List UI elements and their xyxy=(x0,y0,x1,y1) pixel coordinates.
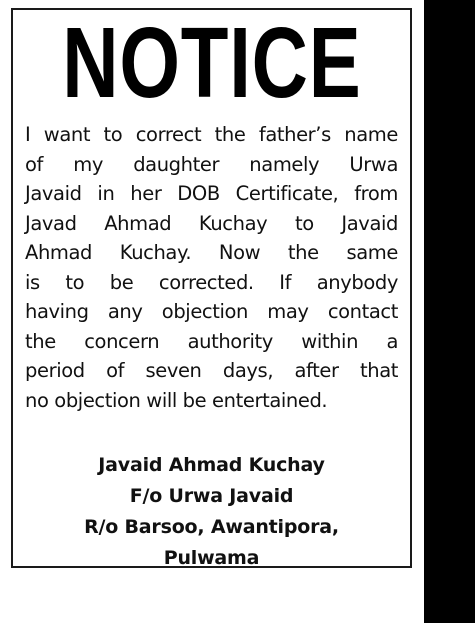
notice-body-line: is to be corrected. If anybody xyxy=(25,270,398,294)
signature-relation: F/o Urwa Javaid xyxy=(129,485,294,507)
notice-body-line: I want to correct the father’s name xyxy=(25,123,398,146)
notice-box xyxy=(11,8,412,568)
signature-residence: R/o Barsoo, Awantipora, xyxy=(84,516,339,538)
notice-body xyxy=(25,120,398,415)
notice-header xyxy=(13,7,410,119)
notice-body-line: Javaid in her DOB Certificate, from xyxy=(25,182,398,205)
signature-district: Pulwama xyxy=(163,547,260,569)
notice-title: NOTICE xyxy=(61,7,362,119)
scan-edge-band xyxy=(424,0,475,623)
notice-body-line: Ahmad Kuchay. Now the same xyxy=(25,241,398,264)
notice-body-line: having any objection may contact xyxy=(25,300,398,323)
notice-body-line: of my daughter namely Urwa xyxy=(25,152,398,176)
signature-block xyxy=(13,450,410,574)
signature-name: Javaid Ahmad Kuchay xyxy=(98,454,325,476)
notice-body-line: the concern authority within a xyxy=(25,329,398,353)
notice-body-line: no objection will be entertained. xyxy=(25,388,328,412)
notice-body-line: Javad Ahmad Kuchay to Javaid xyxy=(25,211,398,235)
notice-body-line: period of seven days, after that xyxy=(25,359,398,382)
